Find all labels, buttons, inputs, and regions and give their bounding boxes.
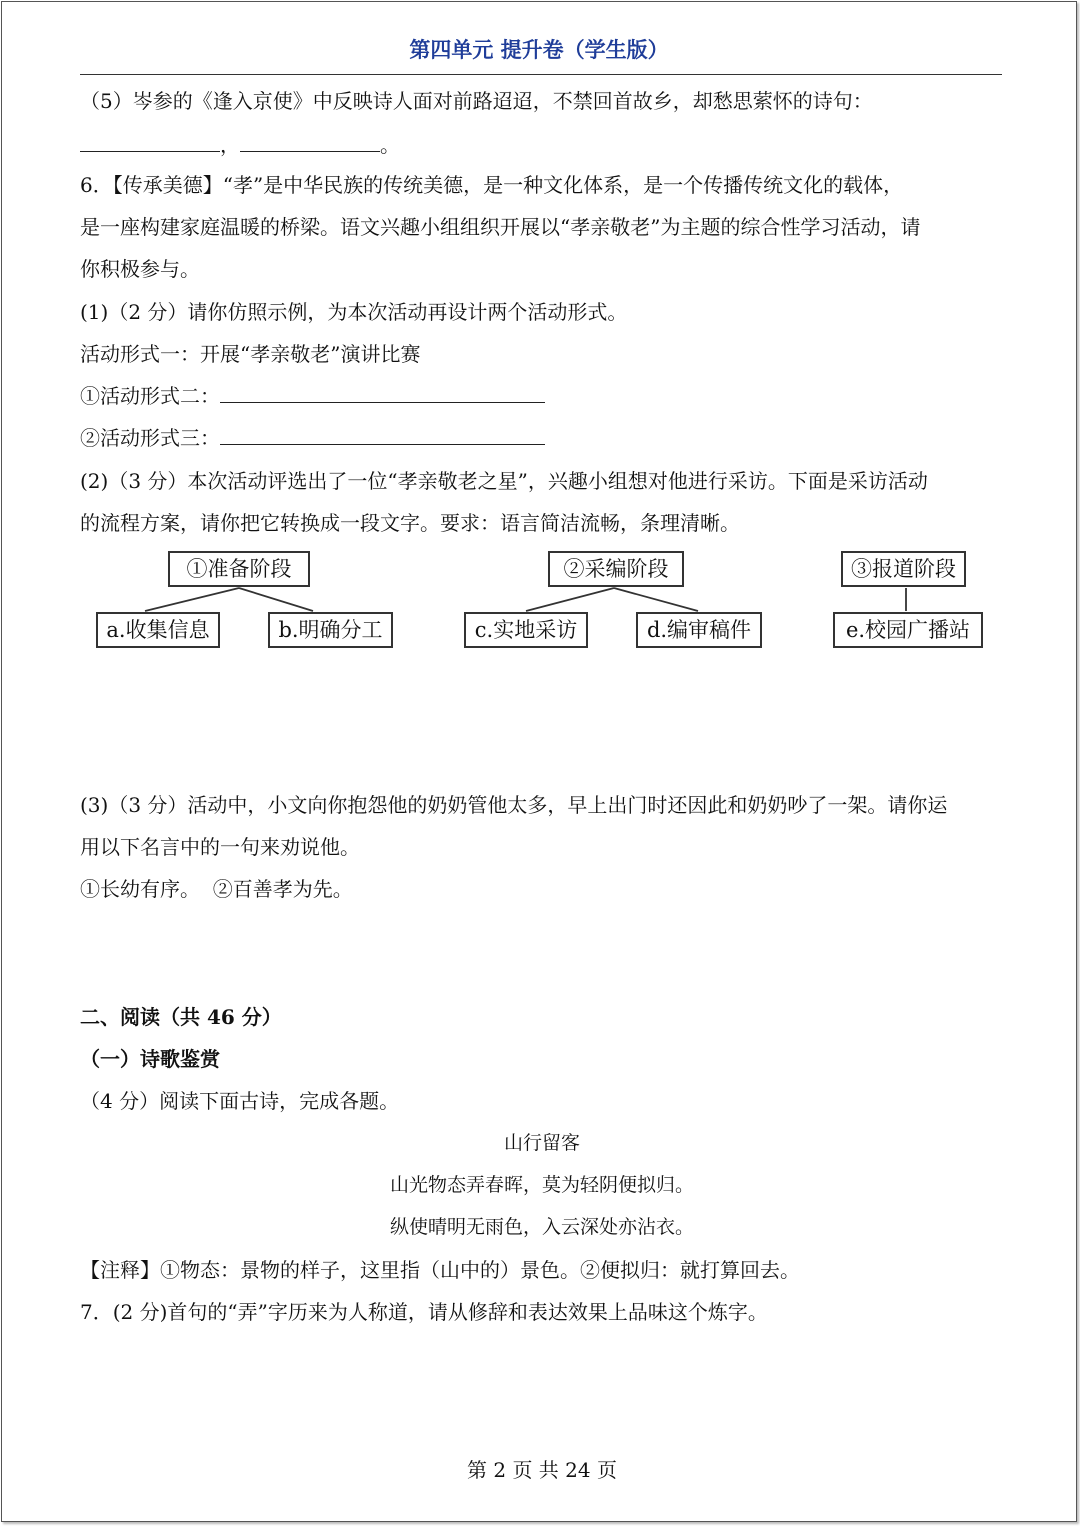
- poetry-instruction: （4 分）阅读下面古诗，完成各题。: [80, 1089, 400, 1113]
- flow-stage-prepare: ①准备阶段: [168, 551, 310, 587]
- connector-line: [526, 588, 614, 611]
- poem-line-1: 山光物态弄春晖，莫为轻阴便拟归。: [389, 1174, 694, 1196]
- connector-line: [614, 588, 698, 611]
- poem-line-2: 纵使晴明无雨色，入云深处亦沾衣。: [389, 1216, 694, 1238]
- poetry-subsection-title: （一）诗歌鉴赏: [80, 1047, 220, 1071]
- reading-section-title: 二、阅读（共 46 分）: [80, 1005, 282, 1029]
- poem-annotation: 【注释】①物态：景物的样子，这里指（山中的）景色。②便拟归：就打算回去。: [80, 1258, 800, 1282]
- q6-part3-line-2: 用以下名言中的一句来劝说他。: [80, 835, 360, 859]
- q6-form3-label: ②活动形式三：: [80, 426, 220, 450]
- poem-title: 山行留客: [503, 1132, 580, 1154]
- document-page: [1, 1, 1077, 1522]
- flow-stage-edit: ②采编阶段: [548, 551, 684, 587]
- flow-step-d: d.编审稿件: [636, 612, 762, 648]
- q6-part2-line-2: 的流程方案，请你把它转换成一段文字。要求：语言简洁流畅，条理清晰。: [80, 511, 740, 535]
- q6-part3-line-1: (3)（3 分）活动中，小文向你抱怨他的奶奶管他太多，早上出门时还因此和奶奶吵了一架。请你运: [80, 793, 948, 817]
- q6-part1: (1)（2 分）请你仿照示例，为本次活动再设计两个活动形式。: [80, 300, 628, 324]
- flow-stage-report: ③报道阶段: [841, 551, 966, 587]
- q7-prompt: 7．(2 分)首句的“弄”字历来为人称道，请从修辞和表达效果上品味这个炼字。: [80, 1300, 768, 1324]
- q5-separator: ，: [220, 133, 240, 157]
- flow-step-c: c.实地采访: [464, 612, 588, 648]
- flow-step-a: a.收集信息: [96, 612, 220, 648]
- q6-intro-line-2: 是一座构建家庭温暖的桥梁。语文兴趣小组组织开展以“孝亲敬老”为主题的综合性学习活动，请: [80, 215, 921, 239]
- page-number: 第 2 页 共 24 页: [467, 1458, 617, 1482]
- connector-line: [145, 588, 239, 611]
- q6-intro-line-1: 6．【传承美德】“孝”是中华民族的传统美德，是一种文化体系，是一个传播传统文化的载体，: [80, 173, 904, 197]
- connector-line: [239, 588, 313, 611]
- q6-intro-line-3: 你积极参与。: [80, 257, 200, 281]
- flow-connectors: [2, 2, 1080, 702]
- q6-form2-label: ①活动形式二：: [80, 384, 220, 408]
- q6-part2-line-1: (2)（3 分）本次活动评选出了一位“孝亲敬老之星”，兴趣小组想对他进行采访。下面是采访活动: [80, 469, 928, 493]
- flow-step-b: b.明确分工: [268, 612, 393, 648]
- q5-prompt: （5）岑参的《逢入京使》中反映诗人面对前路迢迢，不禁回首故乡，却愁思萦怀的诗句：: [80, 89, 873, 113]
- q6-example: 活动形式一：开展“孝亲敬老”演讲比赛: [80, 342, 421, 366]
- q6-part3-line-3: ①长幼有序。 ②百善孝为先。: [80, 877, 353, 901]
- page-header-title: 第四单元 提升卷（学生版）: [409, 38, 669, 62]
- q5-end-mark: 。: [380, 133, 400, 157]
- flow-step-e: e.校园广播站: [833, 612, 983, 648]
